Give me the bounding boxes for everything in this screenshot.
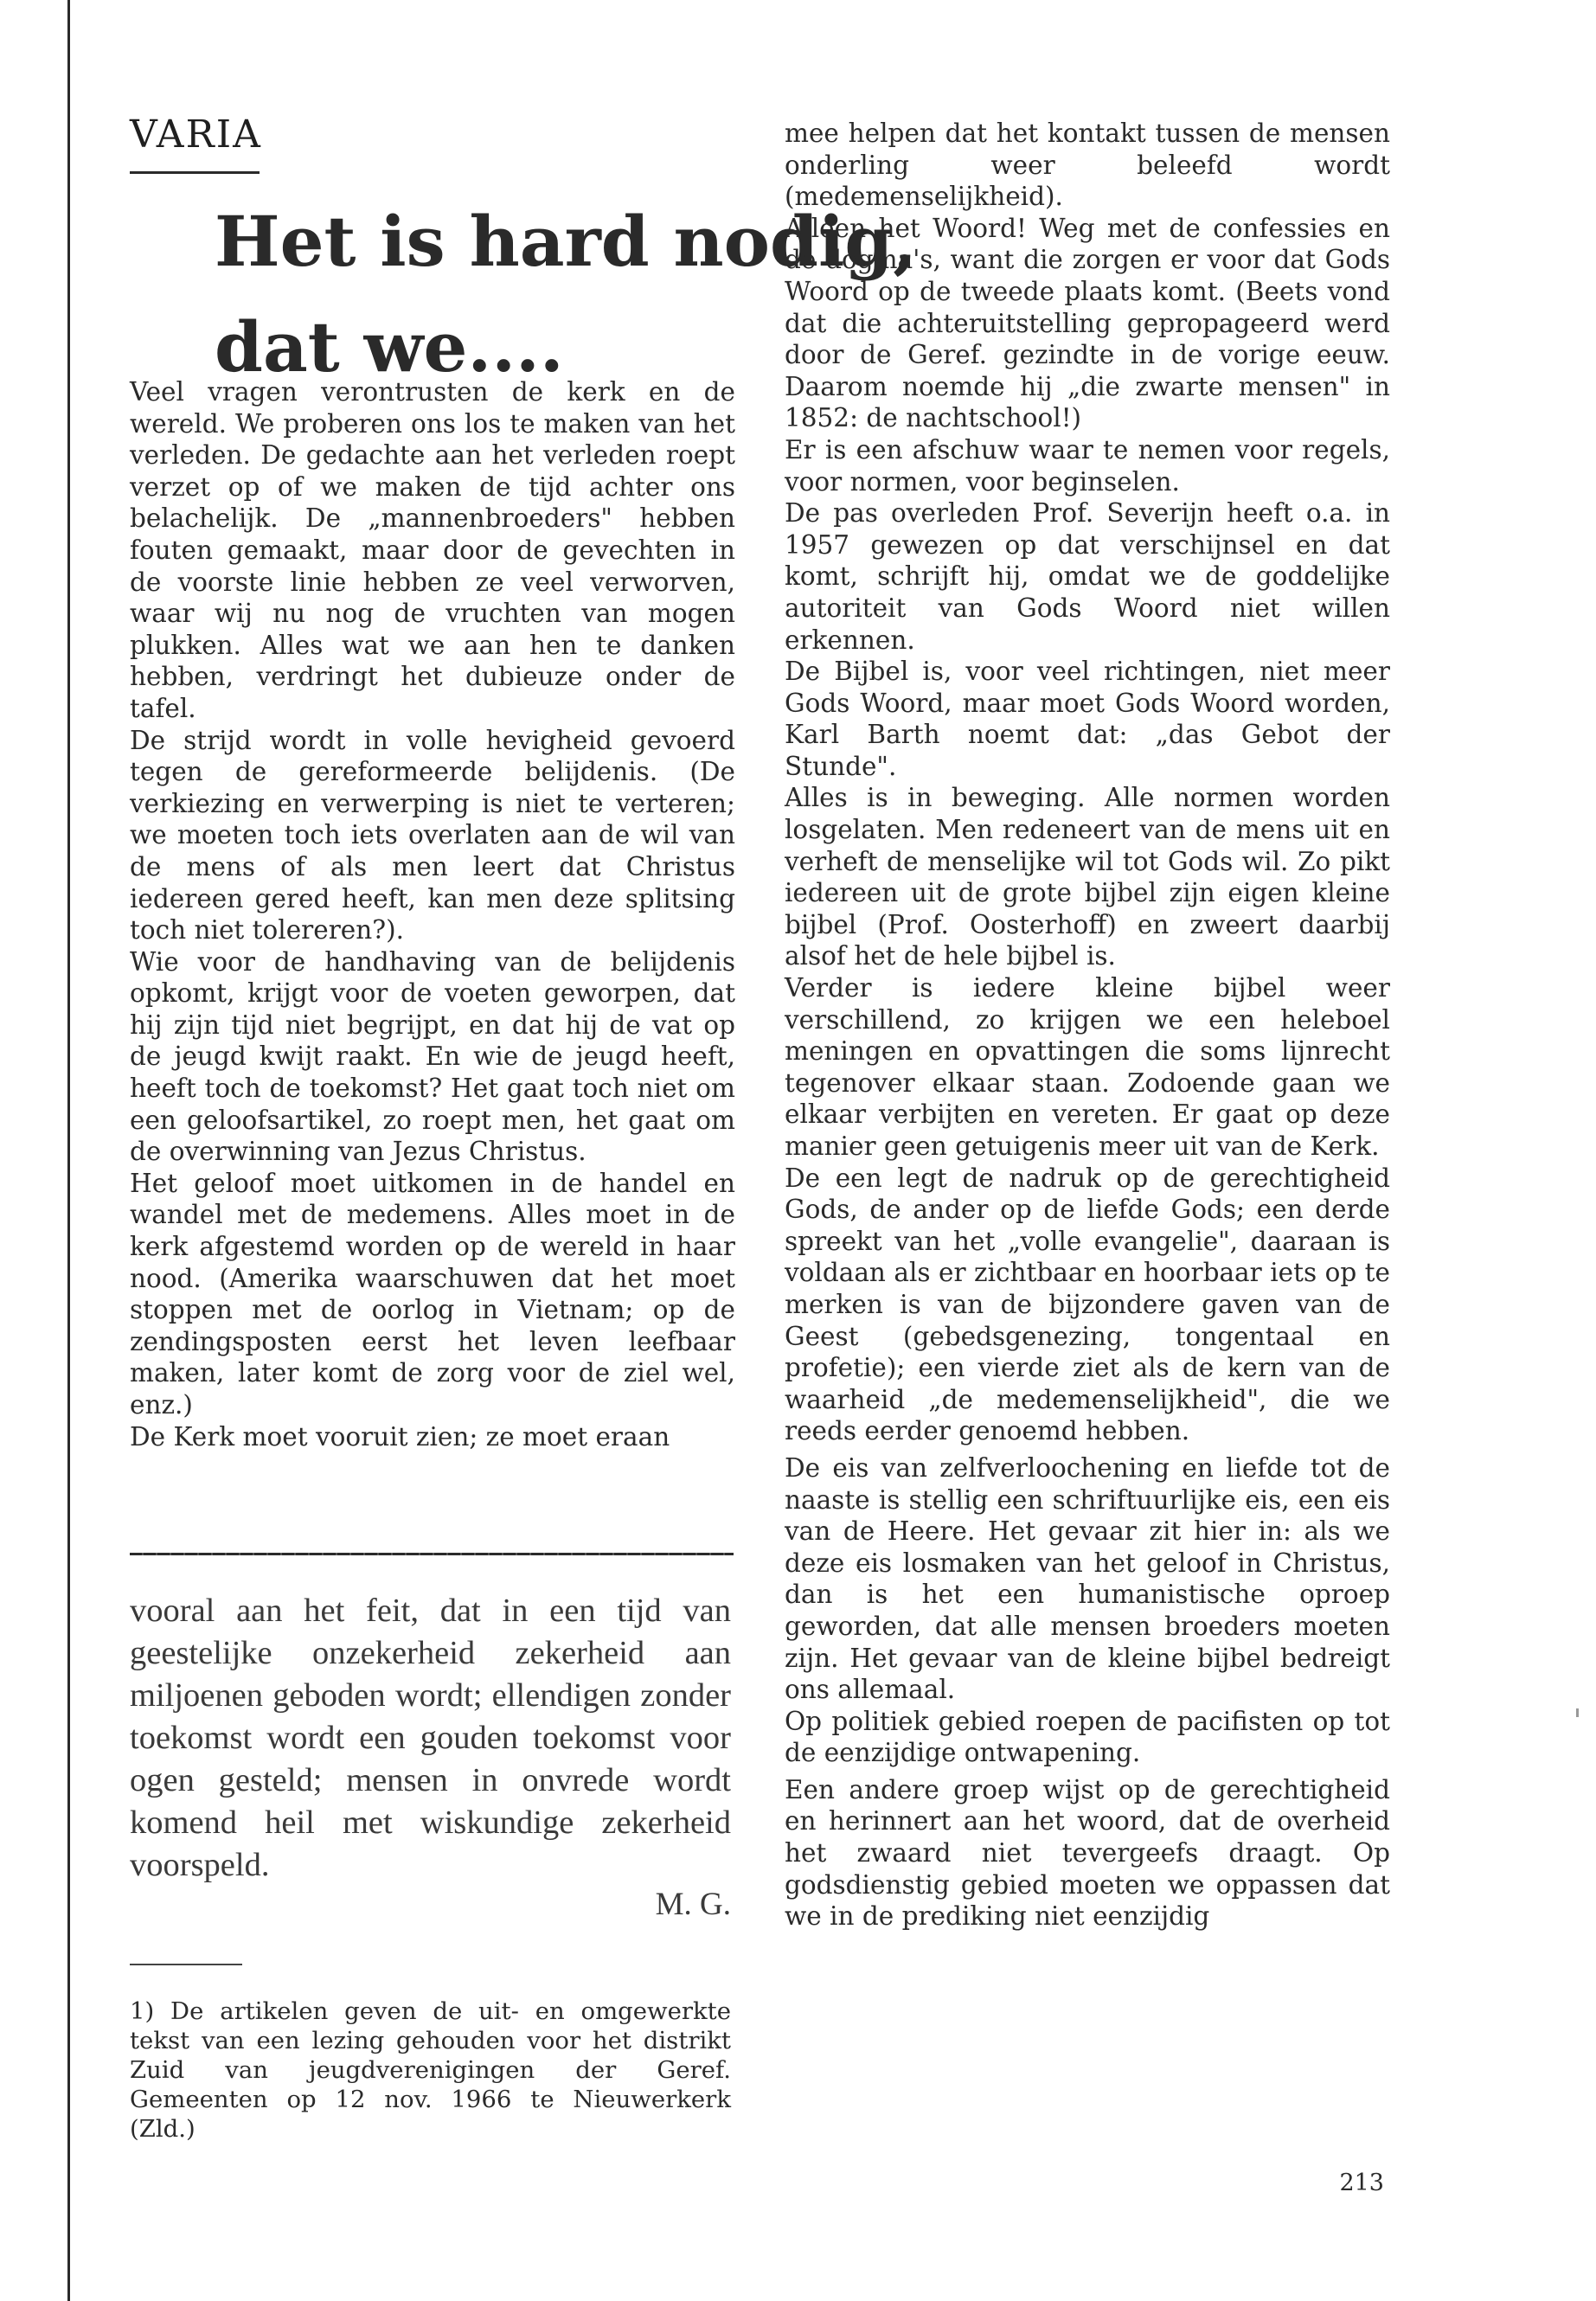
paragraph: Alleen het Woord! Weg met de confessies en de dogma's, want die zorgen er voor dat Gods Woord op de tweede plaats komt. (Beets vond dat die achteruitstelling gepropageerd werd door de Geref. gezindte in de vorige eeuw. Daarom noemde hij „die zwarte mensen" in 1852: de nachtschool!) [785, 213, 1390, 433]
paragraph: De een legt de nadruk op de gerechtigheid Gods, de ander op de liefde Gods; een derde spreekt van het „volle evangelie", daaraan is voldaan als er zichtbaar en hoorbaar iets op te merken is van de bijzondere gaven van de Geest (gebedsgenezing, tongentaal en profetie); een vierde ziet als de kern van de waarheid „de medemenselijkheid", die we reeds eerder genoemd hebben. [785, 1163, 1390, 1446]
section-label: VARIA [130, 112, 262, 157]
paragraph: Een andere groep wijst op de gerechtigheid en herinnert aan het woord, dat de overheid het zwaard niet tevergeefs draagt. Op godsdienstig gebied moeten we oppassen dat we in de prediking niet eenzijdig [785, 1774, 1390, 1932]
paragraph: mee helpen dat het kontakt tussen de mensen onderling weer beleefd wordt (medemenselijkheid). [785, 119, 1390, 212]
title-line-2: dat we.... [215, 306, 564, 388]
column-divider [130, 1553, 734, 1555]
paragraph: Veel vragen verontrusten de kerk en de wereld. We proberen ons los te maken van het verleden. De gedachte aan het verleden roept verzet op of we maken de tijd achter ons belachelijk. De „mannenbroeders" hebben fouten gemaakt, maar door de gevechten in de voorste linie hebben ze veel verworven, waar wij nu nog de vruchten van mogen plukken. Alles wat we aan hen te danken hebben, verdringt het dubieuze onder de tafel. [130, 377, 735, 723]
paragraph: De eis van zelfverloochening en liefde tot de naaste is stellig een schriftuurlijke eis, een eis van de Heere. Het gevaar zit hier in: als we deze eis losmaken van het geloof in Christus, dan is het een humanistische oproep geworden, dat alle mensen broeders moeten zijn. Het gevaar van de kleine bijbel bedreigt ons allemaal. [785, 1452, 1390, 1705]
paragraph: Het geloof moet uitkomen in de handel en wandel met de medemens. Alles moet in de kerk afgestemd worden op de wereld in haar nood. (Amerika waarschuwen dat het moet stoppen met de oorlog in Vietnam; op de zendingsposten eerst het leven leefbaar maken, later komt de zorg voor de ziel wel, enz.) [130, 1168, 735, 1420]
paragraph: De pas overleden Prof. Severijn heeft o.a. in 1957 gewezen op dat verschijnsel en dat komt, schrijft hij, omdat we de goddelijke autoriteit van Gods Woord niet willen erkennen. [785, 498, 1390, 655]
title-line-1: Het is hard nodig, [215, 201, 918, 282]
article-title [215, 189, 918, 400]
left-column-body [130, 376, 735, 1452]
paragraph: De Bijbel is, voor veel richtingen, niet meer Gods Woord, maar moet Gods Woord worden, Karl Barth noemt dat: „das Gebot der Stunde". [785, 657, 1390, 781]
paragraph: De strijd wordt in volle hevigheid gevoerd tegen de gereformeerde belijdenis. (De verkiezing en verwerping is niet te verteren; we moeten toch iets overlaten aan de wil van de mens of als men leert dat Christus iedereen gered heeft, kan men deze splitsing toch niet tolereren?). [130, 725, 735, 945]
paragraph: Alles is in beweging. Alle normen worden losgelaten. Men redeneert van de mens uit en verheft de menselijke wil tot Gods wil. Zo pikt iedereen uit de grote bijbel zijn eigen kleine bijbel (Prof. Oosterhoff) en zweert daarbij alsof het de hele bijbel is. [785, 783, 1390, 971]
paragraph: Op politiek gebied roepen de pacifisten op tot de eenzijdige ontwapening. [785, 1706, 1390, 1768]
paragraph: Wie voor de handhaving van de belijdenis opkomt, krijgt voor de voeten geworpen, dat hij zijn tijd niet begrijpt, en dat hij de vat op de jeugd kwijt raakt. En wie de jeugd heeft, heeft toch de toekomst? Het gaat toch niet om een geloofsartikel, zo roept men, het gaat om de overwinning van Jezus Christus. [130, 946, 735, 1167]
scan-speck [1576, 1708, 1579, 1717]
pull-quote: vooral aan het feit, dat in een tijd van geestelijke onzekerheid zekerheid aan miljoenen geboden wordt; ellendigen zonder toekomst wordt een gouden toekomst voor ogen gesteld; mensen in onvrede wordt komend heil met wiskundige zekerheid voorspeld. [130, 1593, 731, 1883]
author-signature: M. G. [655, 1887, 731, 1922]
page-edge-line [67, 0, 70, 2301]
paragraph: Verder is iedere kleine bijbel weer verschillend, zo krijgen we een heleboel meningen en opvattingen die soms lijnrecht tegenover elkaar staan. Zodoende gaan we elkaar verbijten en vereten. Er gaat op deze manier geen getuigenis meer uit van de Kerk. [785, 973, 1390, 1161]
section-underline [130, 171, 260, 174]
right-column-body [785, 118, 1390, 1932]
footnote: 1) De artikelen geven de uit- en omgewerkte tekst van een lezing gehouden voor het distrikt Zuid van jeugdverenigingen der Geref. Gemeenten op 12 nov. 1966 te Nieuwerkerk (Zld.) [130, 1997, 731, 2143]
paragraph: De Kerk moet vooruit zien; ze moet eraan [130, 1421, 670, 1452]
page-number: 213 [1339, 2170, 1384, 2196]
footnote-rule [130, 1964, 242, 1965]
paragraph: Er is een afschuw waar te nemen voor regels, voor normen, voor beginselen. [785, 434, 1390, 497]
